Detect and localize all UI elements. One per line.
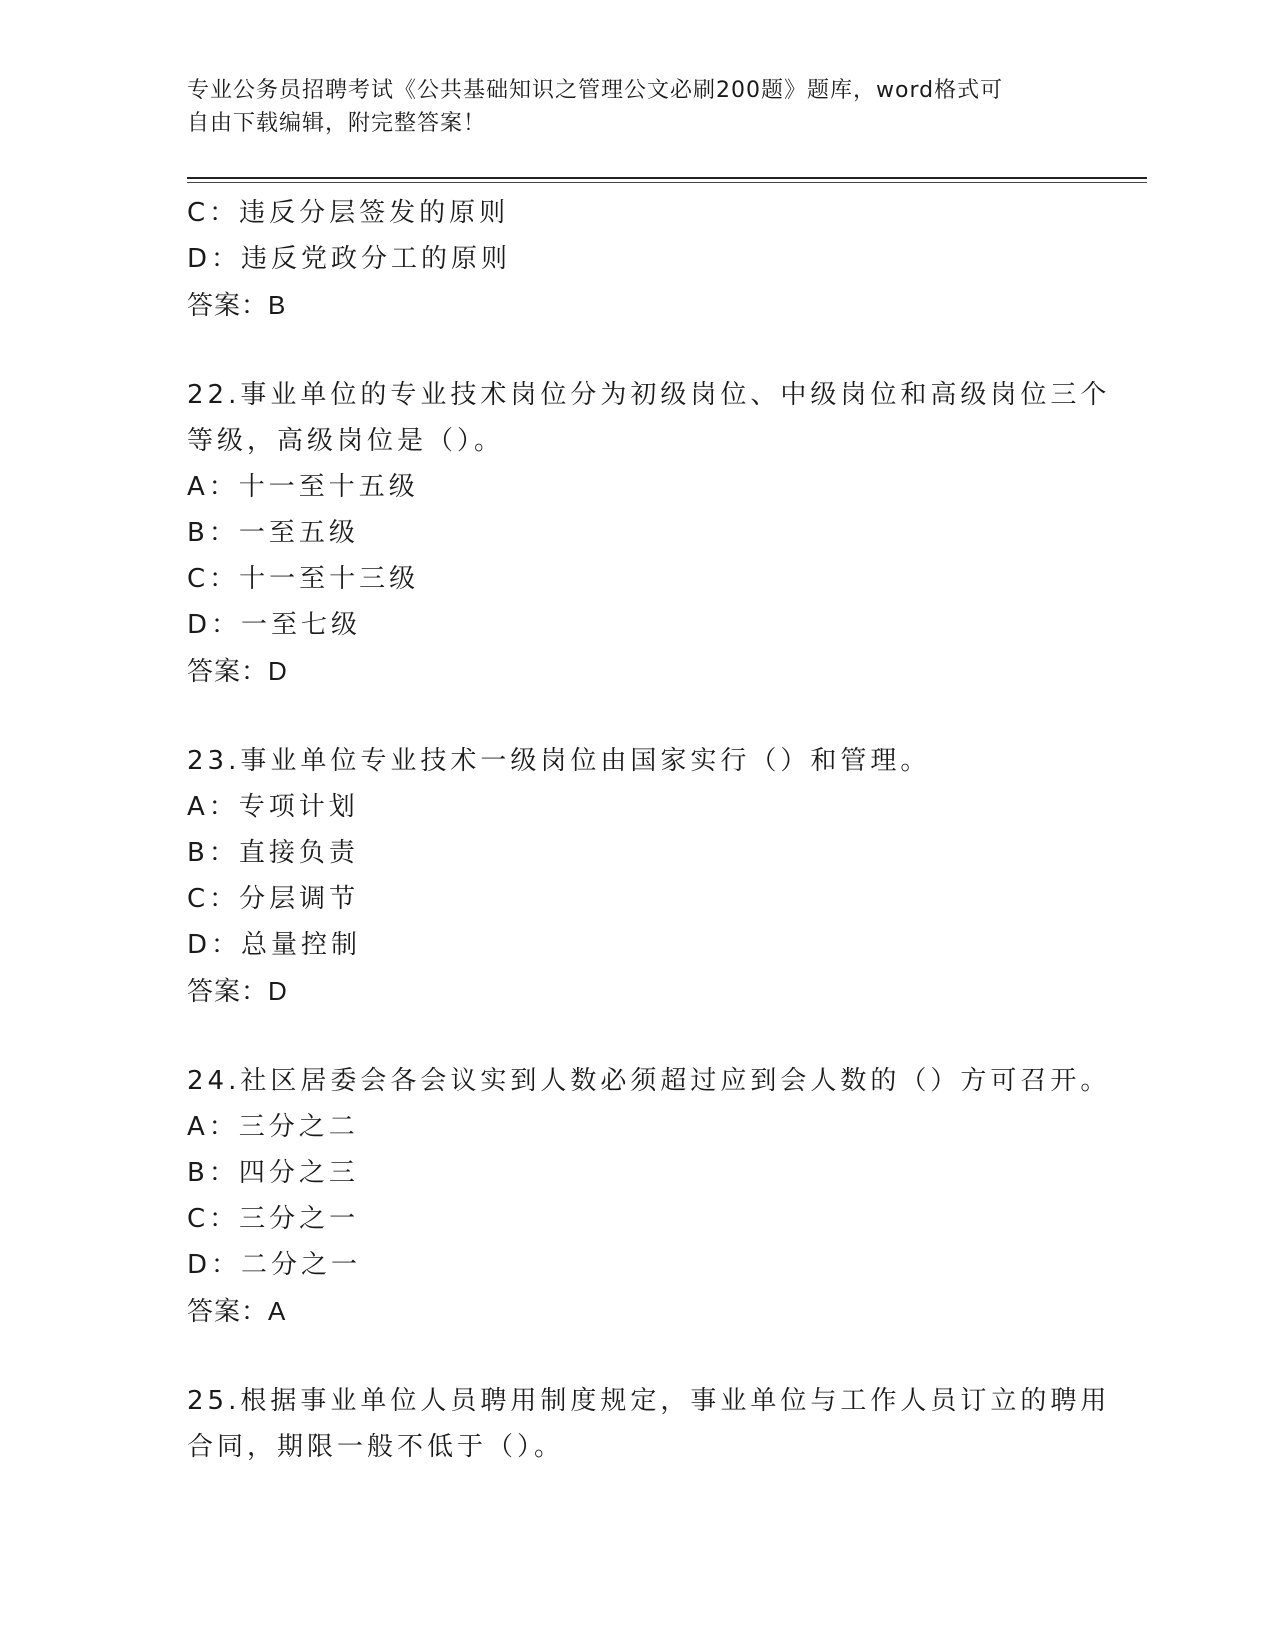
option-a: A：专项计划	[187, 792, 359, 822]
option-c: C：三分之一	[187, 1204, 360, 1234]
header-divider-thin	[187, 182, 1147, 183]
option-d: D：总量控制	[187, 930, 362, 960]
option-d: D：违反党政分工的原则	[187, 244, 512, 274]
question-text-line-1: 22.事业单位的专业技术岗位分为初级岗位、中级岗位和高级岗位三个	[187, 380, 1111, 410]
option-a: A：三分之二	[187, 1112, 359, 1142]
question-24	[187, 1058, 1127, 1334]
option-c: C：十一至十三级	[187, 564, 420, 594]
option-b: B：四分之三	[187, 1158, 359, 1188]
question-text-line-2: 合同，期限一般不低于（）。	[187, 1432, 565, 1462]
question-text-line-1: 25.根据事业单位人员聘用制度规定，事业单位与工作人员订立的聘用	[187, 1386, 1111, 1416]
question-21-continued	[187, 190, 1127, 328]
answer-line: 答案：D	[187, 656, 288, 686]
option-c: C：分层调节	[187, 884, 360, 914]
option-c: C：违反分层签发的原则	[187, 198, 510, 228]
header-line-2: 自由下载编辑，附完整答案！	[187, 111, 487, 136]
spacer	[187, 328, 1127, 372]
header-divider-thick	[187, 177, 1147, 179]
option-b: B：直接负责	[187, 838, 359, 868]
question-22	[187, 372, 1127, 694]
answer-line: 答案：A	[187, 1296, 287, 1326]
question-25	[187, 1378, 1127, 1470]
question-text-line-2: 等级，高级岗位是（）。	[187, 426, 505, 456]
spacer	[187, 1334, 1127, 1378]
question-list	[187, 190, 1127, 1470]
document-header	[187, 74, 1067, 140]
spacer	[187, 1014, 1127, 1058]
question-text-line-1: 23.事业单位专业技术一级岗位由国家实行（）和管理。	[187, 746, 931, 776]
header-line-1: 专业公务员招聘考试《公共基础知识之管理公文必刷200题》题库，word格式可	[187, 78, 1004, 103]
option-d: D：一至七级	[187, 610, 362, 640]
answer-line: 答案：D	[187, 976, 288, 1006]
answer-line: 答案：B	[187, 290, 287, 320]
question-text-line-1: 24.社区居委会各会议实到人数必须超过应到会人数的（）方可召开。	[187, 1066, 1111, 1096]
option-b: B：一至五级	[187, 518, 359, 548]
option-d: D：二分之一	[187, 1250, 362, 1280]
question-23	[187, 738, 1127, 1014]
option-a: A：十一至十五级	[187, 472, 419, 502]
spacer	[187, 694, 1127, 738]
